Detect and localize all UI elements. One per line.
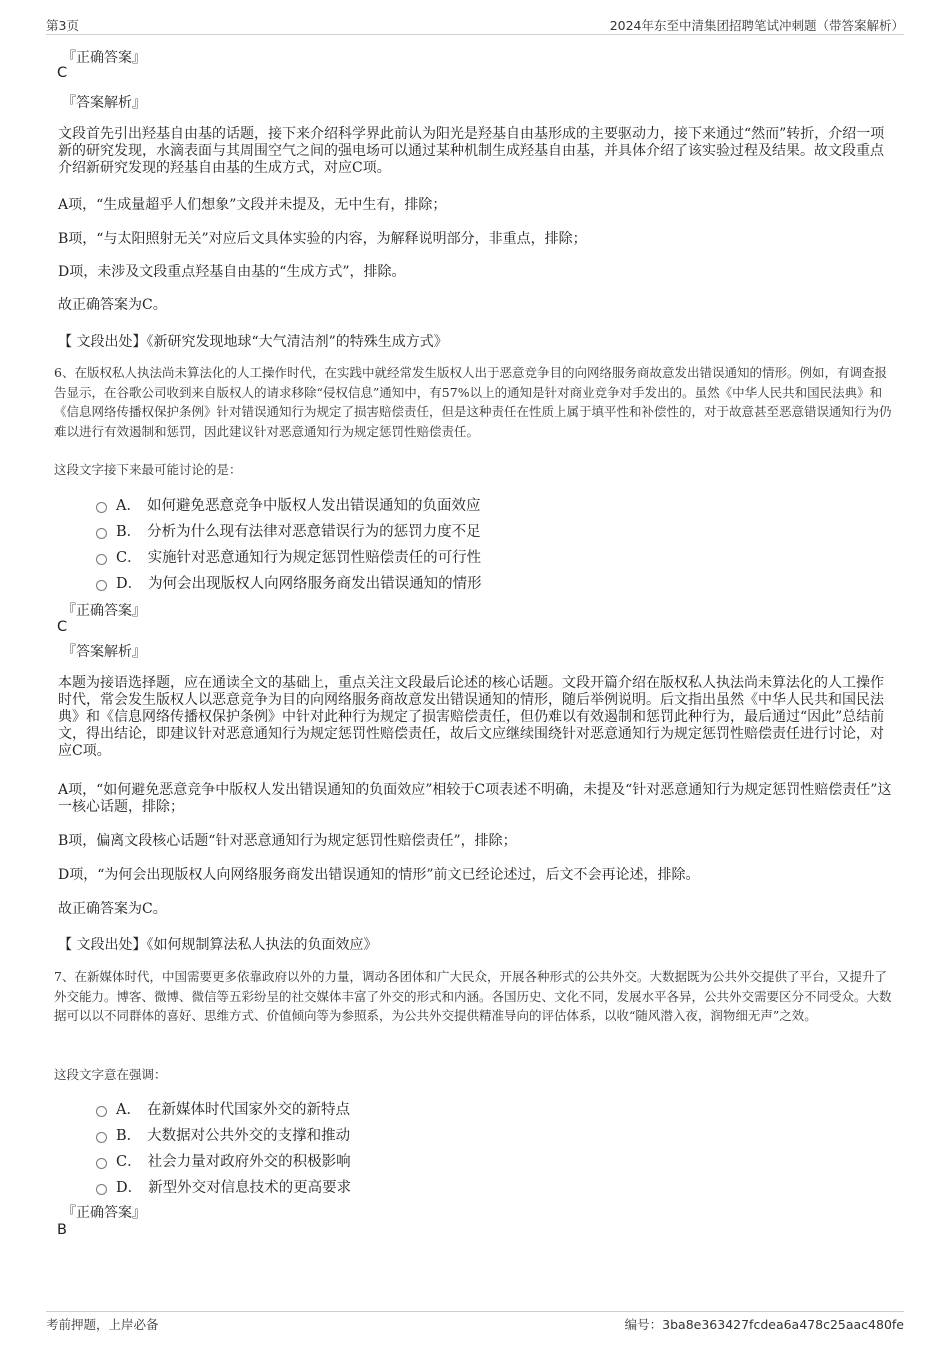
option-text: 大数据对公共外交的支撑和推动 [147,1128,351,1144]
option-text: 为何会出现版权人向网络服务商发出错误通知的情形 [148,576,482,592]
analysis-paragraph: 文段首先引出羟基自由基的话题，接下来介绍科学界此前认为阳光是羟基自由基形成的主要驱动力，接下来通过“然而”转折，介绍一项新的研究发现，水滴表面与其周围空气之间的强电场可以通过某种机制生成羟基自由基，并具体介绍了该实验过程及结果。故文段重点介绍新研究发现的羟基自由基的生成方式，对应C项。 [58,126,885,176]
radio-button[interactable] [96,1158,107,1169]
option-c[interactable] [96,546,481,567]
option-a[interactable] [96,1098,350,1119]
radio-button[interactable] [96,1132,107,1143]
option-d[interactable] [96,1176,351,1197]
analysis-paragraph: 故正确答案为C。 [58,297,167,313]
option-text: 社会力量对政府外交的积极影响 [147,1154,351,1170]
option-key: A． [116,1102,141,1118]
answer-label: 『正确答案』 [62,50,146,66]
page-header [46,14,904,35]
radio-button[interactable] [96,1106,107,1117]
analysis-paragraph: 本题为接语选择题，应在通读全文的基础上，重点关注文段最后论述的核心话题。文段开篇介绍在版权私人执法尚未算法化的人工操作时代，常会发生版权人以恶意竞争为目的向网络服务商故意发出错误通知的情形，随后举例说明。后文指出虽然《中华人民共和国民法典》和《信息网络传播权保护条例》中针对此种行为规定了损害赔偿责任，但仍难以有效遏制和惩罚此种行为，最后通过“因此”总结前文，得出结论，即建议针对恶意通知行为规定惩罚性赔偿责任，故后文应继续围绕针对恶意通知行为规定惩罚性赔偿责任进行讨论，对应C项。 [58,675,885,759]
option-a[interactable] [96,494,480,515]
option-key: A． [116,498,141,514]
analysis-label: 『答案解析』 [62,95,146,111]
option-d[interactable] [96,572,482,593]
answer-label: 『正确答案』 [62,1205,146,1221]
radio-button[interactable] [96,502,107,513]
option-c[interactable] [96,1150,351,1171]
option-key: B． [116,1128,142,1144]
option-key: D． [116,576,143,592]
question-prompt: 这段文字接下来最可能讨论的是： [54,462,242,477]
analysis-paragraph: 故正确答案为C。 [58,901,167,917]
option-b[interactable] [96,520,481,541]
analysis-paragraph: A项，“生成量超乎人们想象”文段并未提及，无中生有，排除； [58,197,447,213]
option-key: C． [116,1154,142,1170]
analysis-paragraph: D项，未涉及文段重点羟基自由基的“生成方式”，排除。 [58,264,406,280]
option-text: 实施针对恶意通知行为规定惩罚性赔偿责任的可行性 [147,550,482,566]
page-number: 第3页 [46,18,79,33]
option-key: B． [116,524,142,540]
option-key: C． [116,550,142,566]
question-prompt: 这段文字意在强调： [54,1067,167,1082]
question-text: 7、在新媒体时代，中国需要更多依靠政府以外的力量，调动各团体和广大民众，开展各种形式的公共外交。大数据既为公共外交提供了平台，又提升了外交能力。博客、微博、微信等五彩纷呈的社交媒体丰富了外交的形式和内涵。各国历史、文化不同，发展水平各异，公共外交需要区分不同受众。大数据可以以不同群体的喜好、思维方式、价值倾向等为参照系，为公共外交提供精准导向的评估体系，以收“随风潜入夜，润物细无声”之效。 [54,969,892,1023]
page-footer [46,1311,904,1334]
option-text: 分析为什么现有法律对恶意错误行为的惩罚力度不足 [147,524,481,540]
answer-value: C [57,619,68,635]
option-text: 如何避免恶意竞争中版权人发出错误通知的负面效应 [146,498,481,514]
document-title: 2024年东至中清集团招聘笔试冲刺题（带答案解析） [609,18,904,33]
footer-slogan: 考前押题，上岸必备 [46,1317,159,1332]
analysis-paragraph: D项，“为何会出现版权人向网络服务商发出错误通知的情形”前文已经论述过，后文不会再论述，排除。 [58,867,700,883]
option-text: 在新媒体时代国家外交的新特点 [146,1102,350,1118]
option-text: 新型外交对信息技术的更高要求 [148,1180,352,1196]
document-id: 编号：3ba8e363427fcdea6a478c25aac480fe [624,1317,904,1332]
answer-value: B [57,1222,67,1238]
analysis-paragraph: A项，“如何避免恶意竞争中版权人发出错误通知的负面效应”相较于C项表述不明确，未提及“针对恶意通知行为规定惩罚性赔偿责任”这一核心话题，排除； [58,782,892,815]
radio-button[interactable] [96,580,107,591]
analysis-paragraph: B项，“与太阳照射无关”对应后文具体实验的内容，为解释说明部分，非重点，排除； [58,231,587,247]
source-citation: 【 文段出处】《如何规制算法私人执法的负面效应》 [58,937,378,953]
option-b[interactable] [96,1124,350,1145]
radio-button[interactable] [96,1184,107,1195]
analysis-label: 『答案解析』 [62,644,146,660]
answer-value: C [57,65,68,81]
answer-label: 『正确答案』 [62,603,146,619]
source-citation: 【 文段出处】《新研究发现地球“大气清洁剂”的特殊生成方式》 [58,334,448,350]
analysis-paragraph: B项，偏离文段核心话题“针对恶意通知行为规定惩罚性赔偿责任”，排除； [58,833,517,849]
radio-button[interactable] [96,554,107,565]
radio-button[interactable] [96,528,107,539]
question-text: 6、在版权私人执法尚未算法化的人工操作时代，在实践中就经常发生版权人出于恶意竞争目的向网络服务商故意发出错误通知的情形。例如，有调查报告显示，在谷歌公司收到来自版权人的请求移除“侵权信息”通知中，有57%以上的通知是针对商业竞争对手发出的。虽然《中华人民共和国民法典》和《信息网络传播权保护条例》针对错误通知行为规定了损害赔偿责任，但是这种责任在性质上属于填平性和补偿性的，对于故意甚至恶意错误通知行为仍难以进行有效遏制和惩罚，因此建议针对恶意通知行为规定惩罚性赔偿责任。 [54,365,892,439]
option-key: D． [116,1180,143,1196]
